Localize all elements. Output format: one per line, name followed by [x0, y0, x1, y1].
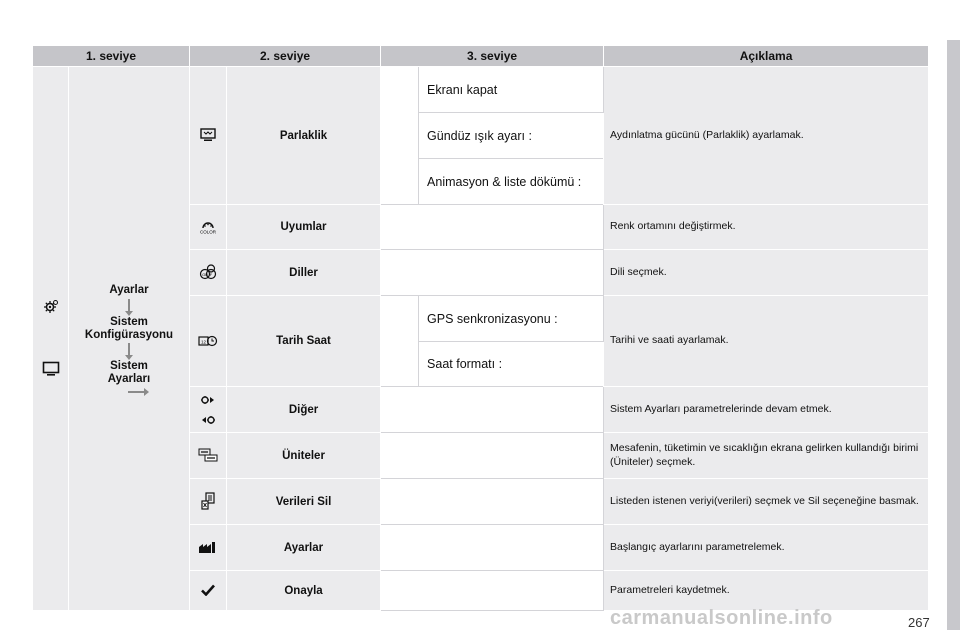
arrow-right-icon: [128, 391, 144, 393]
settings-gear-icon: [43, 299, 59, 317]
row-icon-cell: [190, 479, 227, 525]
level3-empty: [381, 387, 604, 433]
row-description: Tarihi ve saati ayarlamak.: [604, 296, 929, 387]
color-palette-icon: [197, 218, 219, 235]
page-number: 267: [908, 615, 930, 630]
header-row: [33, 46, 929, 67]
svg-text:12: 12: [201, 339, 207, 345]
level3-empty: [381, 433, 604, 479]
level3-empty: [381, 250, 604, 296]
row-description: Aydınlatma gücünü (Parlaklik) ayarlamak.: [604, 67, 929, 205]
row-icon-cell: [190, 250, 227, 296]
level3-empty: [381, 205, 604, 250]
table-row: [33, 67, 929, 113]
svg-text:COLOR: COLOR: [200, 229, 217, 234]
level3-empty: [381, 525, 604, 571]
row-name: Diğer: [227, 387, 381, 433]
level3-gap: [381, 296, 419, 387]
option-item: Animasyon & liste dökümü :: [419, 159, 604, 205]
watermark: carmanualsonline.info: [610, 607, 833, 629]
svg-text:GB: GB: [202, 272, 208, 278]
header-description: Açıklama: [604, 46, 929, 67]
option-item: Gündüz ışık ayarı :: [419, 113, 604, 159]
row-description: Mesafenin, tüketimin ve sıcaklığın ekrana gelirken kullandığı birimi (Üniteler) seçmek.: [604, 433, 929, 479]
row-name: Onayla: [227, 571, 381, 611]
row-icon-cell: [190, 571, 227, 611]
level2-cell: [69, 67, 190, 611]
side-tab-bar: [947, 40, 960, 630]
units-icon: [198, 447, 218, 464]
arrow-down-icon: [128, 299, 130, 311]
level3-empty: [381, 571, 604, 611]
row-name: Verileri Sil: [227, 479, 381, 525]
delete-data-icon: [200, 493, 216, 510]
arrow-down-icon: [128, 343, 130, 355]
row-description: Dili seçmek.: [604, 250, 929, 296]
row-icon-cell: [190, 296, 227, 387]
option-item: Saat formatı :: [419, 342, 604, 387]
row-description: Parametreleri kaydetmek.: [604, 571, 929, 611]
header-level-3: 3. seviye: [381, 46, 604, 67]
row-icon-cell: [190, 525, 227, 571]
gear-arrows-icon: [190, 395, 226, 425]
row-name: Diller: [227, 250, 381, 296]
row-name: Tarih Saat: [227, 296, 381, 387]
row-description: Sistem Ayarları parametrelerinde devam etmek.: [604, 387, 929, 433]
level3-gap: [381, 67, 419, 205]
row-icon-cell: [190, 387, 227, 433]
row-name: Ayarlar: [227, 525, 381, 571]
monitor-icon: [42, 361, 60, 379]
header-level-2: 2. seviye: [190, 46, 381, 67]
row-description: Listeden istenen veriyi(verileri) seçmek ve Sil seçeneğine basmak.: [604, 479, 929, 525]
row-name: Parlaklik: [227, 67, 381, 205]
level3-empty: [381, 479, 604, 525]
row-description: Renk ortamını değiştirmek.: [604, 205, 929, 250]
svg-text:F: F: [209, 272, 213, 278]
factory-settings-icon: [198, 539, 218, 556]
option-item: GPS senkronizasyonu :: [419, 296, 604, 342]
row-name: Üniteler: [227, 433, 381, 479]
level2-label-system-config: Sistem Konfigürasyonu: [84, 315, 174, 341]
language-flags-icon: [198, 264, 218, 281]
row-name: Uyumlar: [227, 205, 381, 250]
clock-icon: [198, 332, 218, 349]
option-item: Ekranı kapat: [419, 67, 604, 113]
row-icon-cell: [190, 67, 227, 205]
level2-label-system-settings: Sistem Ayarları: [107, 360, 151, 386]
header-level-1: 1. seviye: [33, 46, 190, 67]
row-description: Başlangıç ayarlarını parametrelemek.: [604, 525, 929, 571]
level2-label-settings: Ayarlar: [109, 284, 149, 297]
settings-table: [32, 45, 929, 611]
level1-icon-cell: [33, 67, 69, 611]
row-icon-cell: [190, 205, 227, 250]
brightness-icon: [200, 127, 216, 144]
row-icon-cell: [190, 433, 227, 479]
checkmark-icon: [201, 582, 215, 599]
